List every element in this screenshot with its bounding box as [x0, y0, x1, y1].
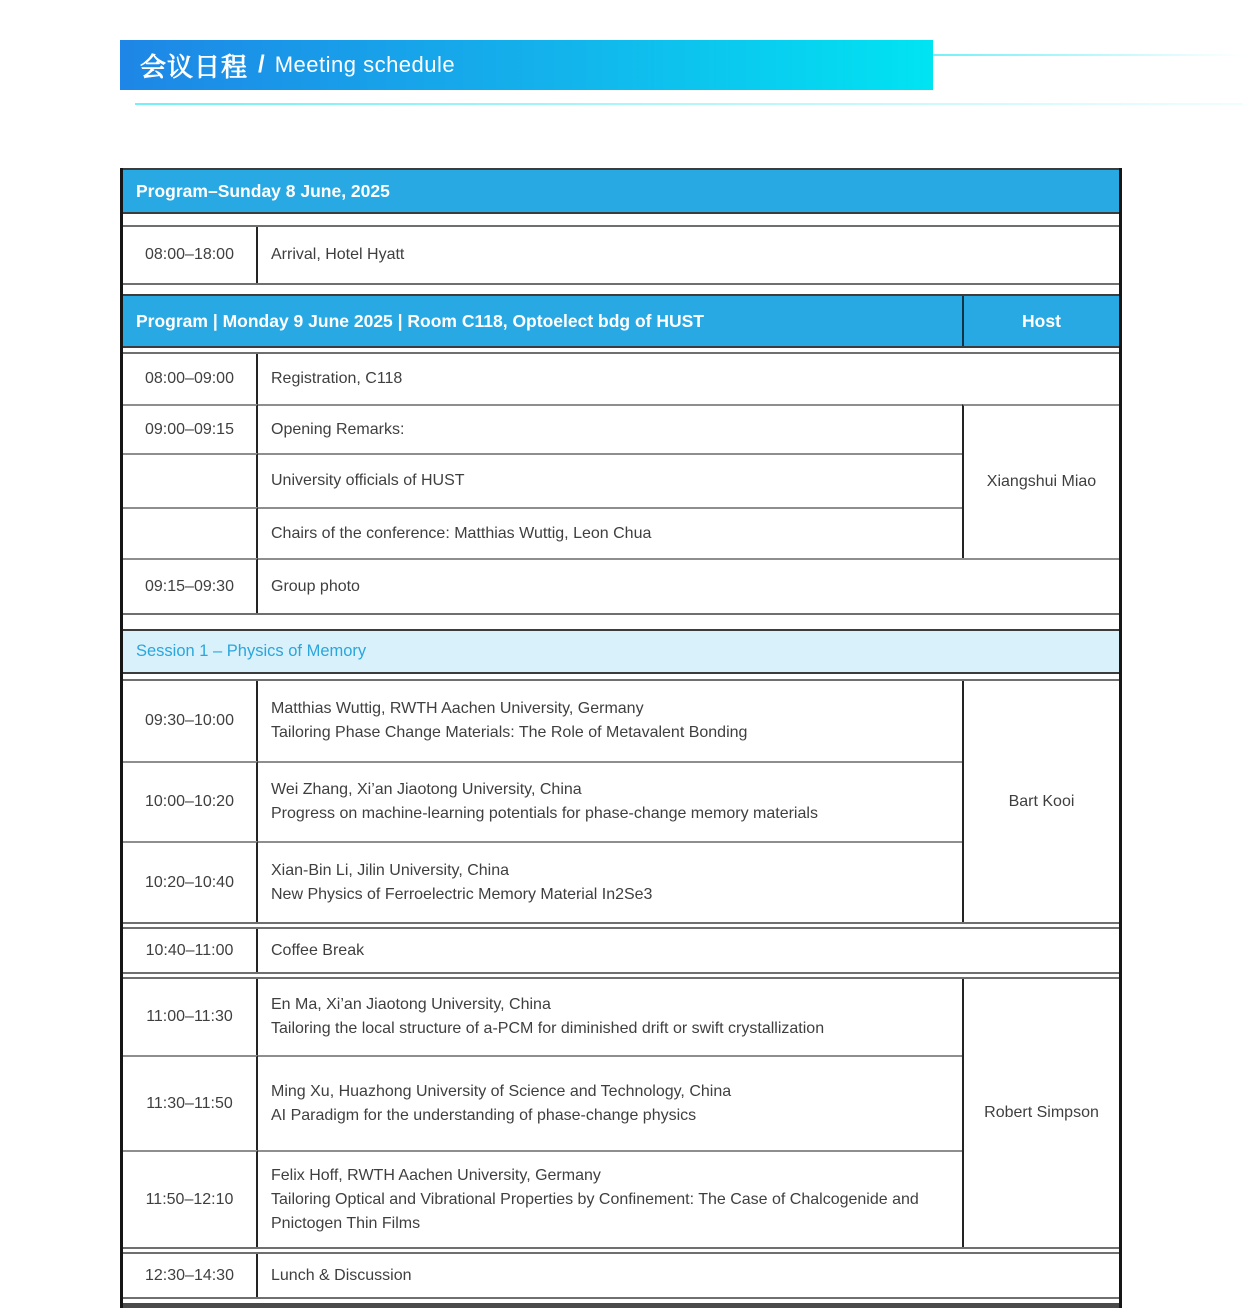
time-cell: 11:30–11:50	[123, 1055, 258, 1150]
time-cell	[123, 453, 258, 507]
event-text: Opening Remarks:	[271, 420, 405, 438]
talk-cell	[258, 979, 962, 1055]
speaker-line: Xian-Bin Li, Jilin University, China	[271, 861, 510, 879]
event-text: Arrival, Hotel Hyatt	[271, 246, 405, 263]
event-cell	[258, 929, 1119, 972]
event-cell	[258, 453, 962, 507]
event-text: Coffee Break	[271, 941, 365, 959]
time-cell: 08:00–09:00	[123, 354, 258, 404]
speaker-line: Ming Xu, Huazhong University of Science and Technology, China	[271, 1082, 732, 1100]
speaker-line: Matthias Wuttig, RWTH Aachen University, Germany	[271, 700, 644, 717]
session1-late-morning-talks	[123, 977, 1119, 1249]
event-text: University officials of HUST	[271, 472, 465, 489]
time-cell: 12:30–14:30	[123, 1254, 258, 1297]
day-header-monday	[123, 294, 1119, 348]
event-text: Chairs of the conference: Matthias Wuttig, Leon Chua	[271, 524, 652, 542]
host-cell: Robert Simpson	[962, 979, 1119, 1247]
time-cell: 09:15–09:30	[123, 558, 258, 613]
banner-tail-line	[933, 54, 1243, 56]
arrival-row	[123, 225, 1119, 285]
talk-title-line: Tailoring Optical and Vibrational Properties by Confinement: The Case of Chalcogenide and Pnictogen Thin Films	[271, 1190, 919, 1232]
day-header-sunday	[123, 168, 1119, 214]
speaker-line: Wei Zhang, Xi’an Jiaotong University, China	[271, 781, 582, 798]
chinese-title: 会议日程	[140, 51, 249, 82]
talk-cell	[258, 681, 962, 761]
monday-morning-rows	[123, 352, 1119, 615]
session1-morning-talks	[123, 679, 1119, 924]
talk-title-line: Progress on machine-learning potentials for phase-change memory materials	[271, 805, 818, 822]
spacer	[123, 615, 1119, 629]
event-text: Group photo	[271, 577, 360, 595]
talk-title-line: AI Paradigm for the understanding of phase-change physics	[271, 1106, 697, 1124]
day-header-monday-title: Program | Monday 9 June 2025 | Room C118, Optoelect bdg of HUST	[136, 310, 704, 331]
time-cell: 09:00–09:15	[123, 404, 258, 453]
event-text: Lunch & Discussion	[271, 1266, 412, 1284]
banner-underline	[135, 103, 1243, 105]
event-text: Registration, C118	[271, 370, 403, 387]
time-cell	[123, 507, 258, 558]
title-banner-area	[120, 40, 1245, 110]
spacer	[123, 214, 1119, 225]
title-banner	[120, 40, 933, 90]
event-cell	[258, 404, 962, 453]
host-cell: Bart Kooi	[962, 681, 1119, 922]
event-cell	[258, 507, 962, 558]
coffee-break-row	[123, 927, 1119, 974]
session1-header: Session 1 – Physics of Memory	[123, 629, 1119, 674]
time-cell: 08:00–18:00	[123, 227, 258, 283]
time-cell: 10:20–10:40	[123, 841, 258, 922]
spacer	[123, 285, 1119, 294]
english-title: Meeting schedule	[274, 52, 456, 77]
time-cell: 10:00–10:20	[123, 761, 258, 841]
event-cell	[258, 558, 1119, 613]
talk-cell	[258, 841, 962, 922]
talk-cell	[258, 761, 962, 841]
event-cell	[258, 227, 1119, 283]
title-separator: /	[258, 51, 265, 78]
next-section-border	[123, 1303, 1119, 1308]
event-cell	[258, 1254, 1119, 1297]
time-cell: 11:00–11:30	[123, 979, 258, 1055]
host-cell: Xiangshui Miao	[962, 404, 1119, 558]
talk-title-line: New Physics of Ferroelectric Memory Material In2Se3	[271, 885, 653, 903]
time-cell: 10:40–11:00	[123, 929, 258, 972]
time-cell: 11:50–12:10	[123, 1150, 258, 1247]
speaker-line: Felix Hoff, RWTH Aachen University, Germany	[271, 1166, 601, 1184]
event-cell	[258, 354, 1119, 404]
talk-title-line: Tailoring Phase Change Materials: The Role of Metavalent Bonding	[271, 724, 748, 741]
host-column-header: Host	[962, 296, 1119, 346]
talk-cell	[258, 1150, 962, 1247]
schedule-table	[120, 168, 1122, 1308]
time-cell: 09:30–10:00	[123, 681, 258, 761]
speaker-line: En Ma, Xi’an Jiaotong University, China	[271, 996, 551, 1013]
talk-cell	[258, 1055, 962, 1150]
talk-title-line: Tailoring the local structure of a-PCM for diminished drift or swift crystallization	[271, 1020, 825, 1037]
lunch-row	[123, 1252, 1119, 1299]
day-header-sunday-title: Program–Sunday 8 June, 2025	[136, 180, 390, 201]
